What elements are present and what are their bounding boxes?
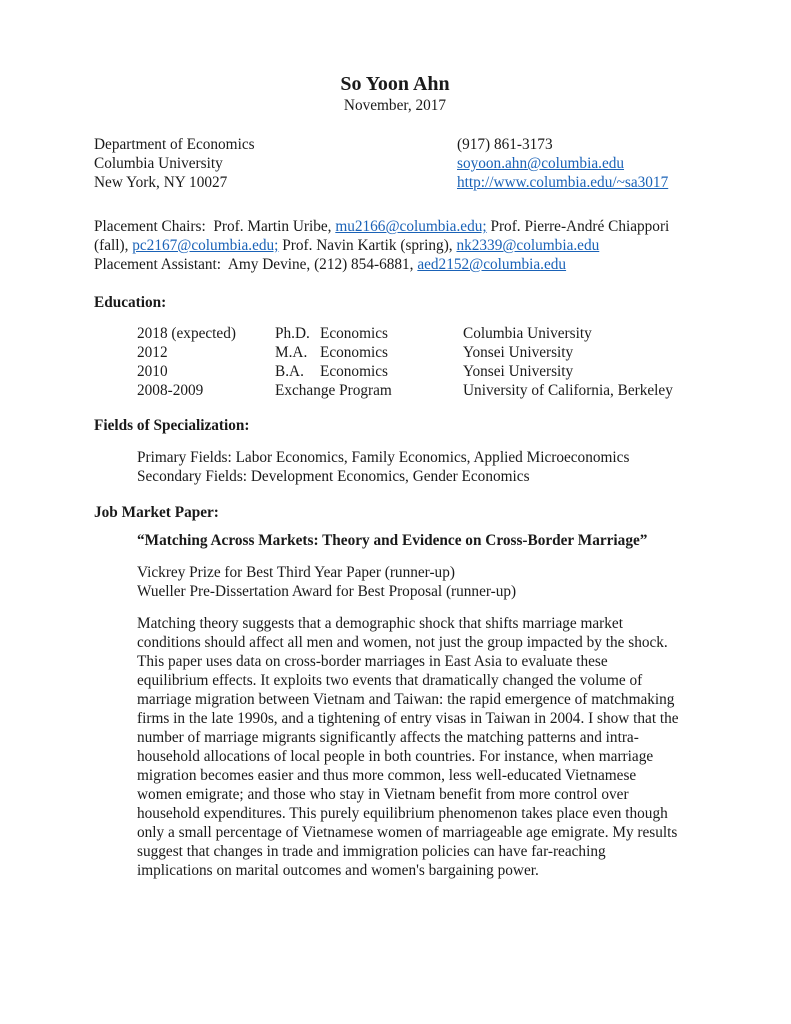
award-line: Wueller Pre-Dissertation Award for Best Proposal (runner-up)	[137, 583, 517, 600]
education-school: Yonsei University	[463, 363, 574, 380]
placement-chairs-text: Prof. Pierre-André Chiappori (fall),	[94, 218, 670, 254]
contact-details	[457, 135, 696, 192]
address-line-city: New York, NY 10027	[94, 174, 228, 191]
degree-field: Economics	[320, 363, 388, 380]
address-line-department: Department of Economics	[94, 136, 255, 153]
education-year: 2018 (expected)	[137, 325, 236, 342]
education-row	[137, 324, 696, 343]
contact-address	[94, 135, 457, 192]
degree-abbrev: M.A.	[275, 344, 308, 361]
primary-fields: Primary Fields: Labor Economics, Family Economics, Applied Microeconomics	[137, 449, 630, 466]
education-year: 2010	[137, 363, 168, 380]
placement-assistant-text: Placement Assistant: Amy Devine, (212) 854-6881,	[94, 256, 418, 273]
email-link[interactable]: soyoon.ahn@columbia.edu	[457, 155, 625, 172]
education-year: 2008-2009	[137, 382, 204, 399]
education-degree	[275, 362, 463, 381]
degree-abbrev: Ph.D.	[275, 325, 310, 342]
chair-email-link-uribe[interactable]: mu2166@columbia.edu;	[335, 218, 487, 235]
placement-chairs-text: Prof. Navin Kartik (spring),	[278, 237, 457, 254]
placement-chairs-text: Placement Chairs: Prof. Martin Uribe,	[94, 218, 336, 235]
placement-chairs-line	[94, 217, 696, 255]
education-degree	[275, 381, 463, 400]
education-school: Columbia University	[463, 325, 592, 342]
contact-block	[94, 135, 696, 192]
education-row	[137, 381, 696, 400]
chair-email-link-chiappori[interactable]: pc2167@columbia.edu;	[132, 237, 279, 254]
paper-title: “Matching Across Markets: Theory and Evidence on Cross-Border Marriage”	[137, 532, 648, 549]
education-table	[94, 324, 696, 400]
placement-block	[94, 217, 696, 274]
paper-abstract: Matching theory suggests that a demographic shock that shifts marriage market conditions should affect all men and women, not just the group impacted by the shock. This paper uses data on cross-border marriages in East Asia to evaluate these equilibrium effects. It exploits two events that dramatically changed the volume of marriage migration between Vietnam and Taiwan: the rapid emergence of matchmaking firms in the late 1990s, and a tightening of entry visas in Taiwan in 2004. I show that the number of marriage migrants significantly affects the matching patterns and intra-household allocations of local people in both countries. For instance, when marriage migration becomes easier and thus more common, less well-educated Vietnamese women emigrate; and those who stay in Vietnam benefit from more control over household expenditures. This purely equilibrium phenomenon takes place even though only a small percentage of Vietnamese women of marriageable age emigrate. My results suggest that changes in trade and immigration policies can have far-reaching implications on marital outcomes and women's bargaining power.	[137, 615, 679, 879]
education-row	[137, 362, 696, 381]
paper-awards	[137, 563, 696, 601]
website-link[interactable]: http://www.columbia.edu/~sa3017	[457, 174, 669, 191]
page-title: So Yoon Ahn	[340, 73, 450, 95]
education-year: 2012	[137, 344, 168, 361]
education-degree	[275, 324, 463, 343]
assistant-email-link[interactable]: aed2152@columbia.edu	[417, 256, 567, 273]
award-line: Vickrey Prize for Best Third Year Paper (runner-up)	[137, 564, 455, 581]
fields-block	[137, 448, 696, 486]
section-heading-education: Education:	[94, 294, 167, 311]
degree-abbrev: B.A.	[275, 363, 304, 380]
phone-number: (917) 861-3173	[457, 136, 553, 153]
education-degree	[275, 343, 463, 362]
placement-assistant-line	[94, 255, 696, 274]
section-heading-job-market-paper: Job Market Paper:	[94, 504, 219, 521]
secondary-fields: Secondary Fields: Development Economics, Gender Economics	[137, 468, 530, 485]
section-heading-fields: Fields of Specialization:	[94, 417, 250, 434]
education-school: University of California, Berkeley	[463, 382, 673, 399]
degree-field: Economics	[320, 325, 388, 342]
degree-abbrev: Exchange Program	[275, 382, 392, 399]
address-line-university: Columbia University	[94, 155, 223, 172]
job-market-paper-block	[137, 531, 696, 880]
education-row	[137, 343, 696, 362]
cv-date: November, 2017	[343, 97, 447, 114]
education-school: Yonsei University	[463, 344, 574, 361]
degree-field: Economics	[320, 344, 388, 361]
chair-email-link-kartik[interactable]: nk2339@columbia.edu	[456, 237, 600, 254]
